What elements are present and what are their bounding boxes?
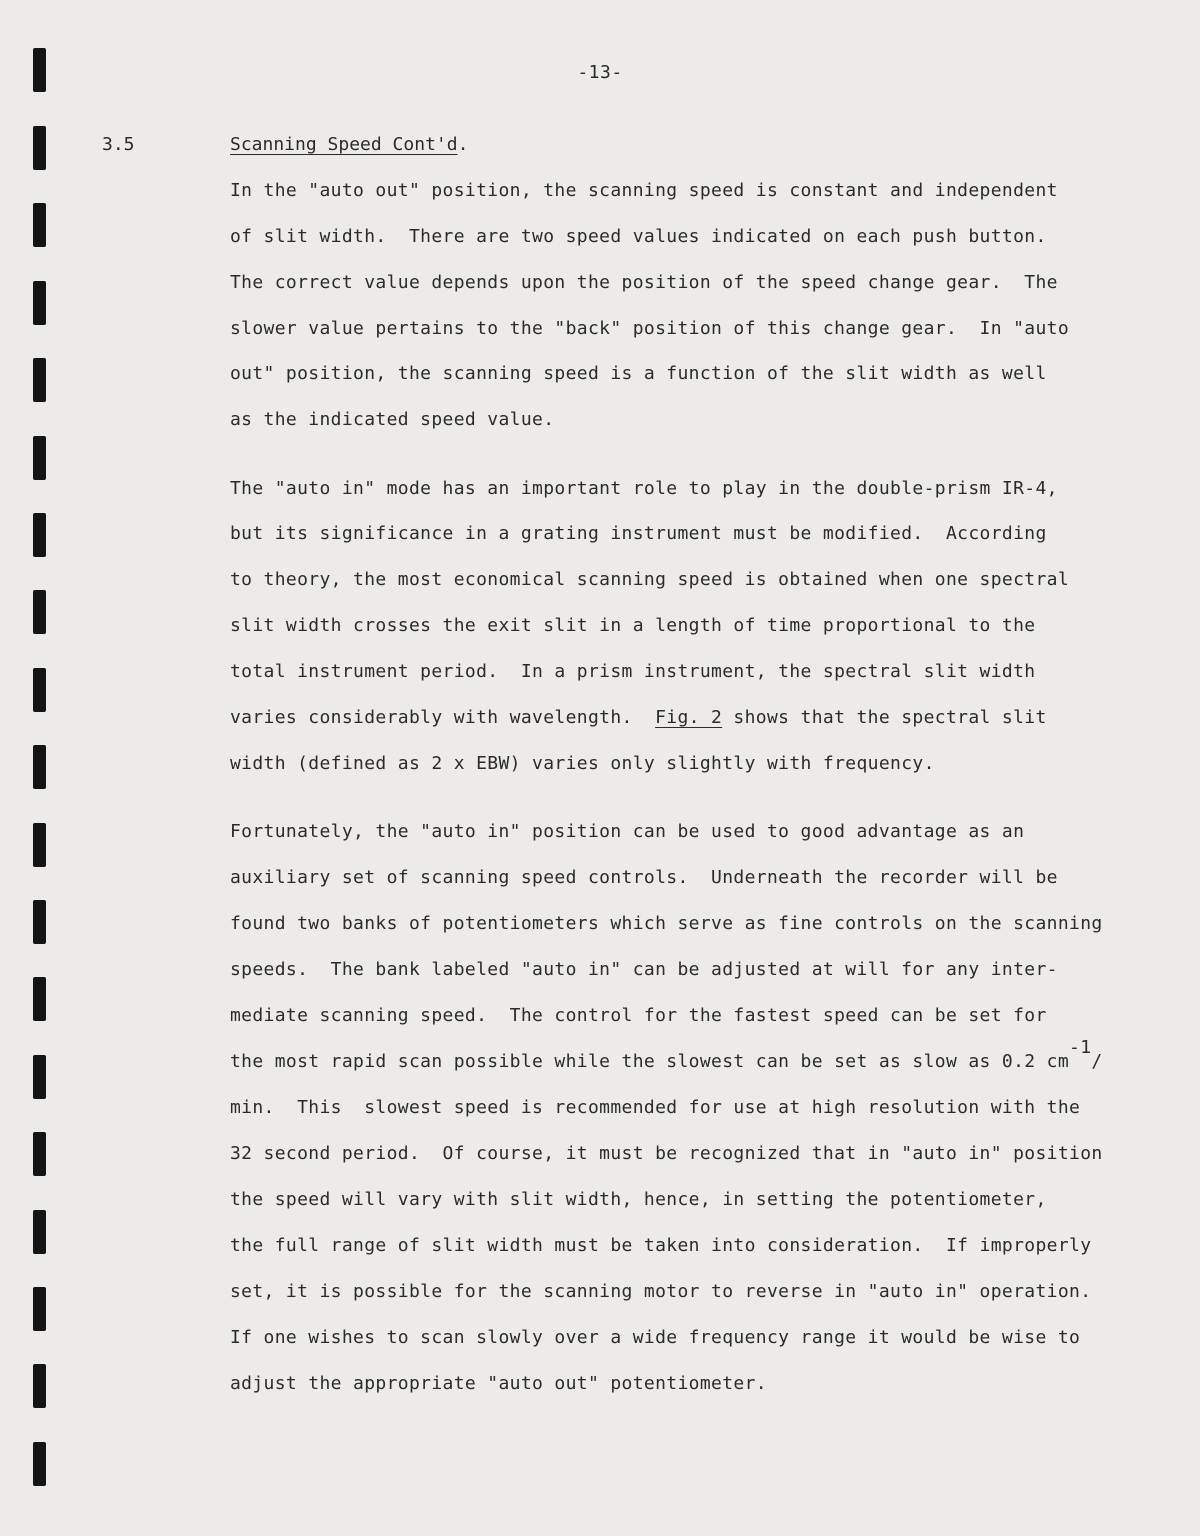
paragraph-line: mediate scanning speed. The control for the fastest speed can be set for [230, 1005, 1047, 1026]
section-number: 3.5 [102, 134, 135, 155]
paragraph-line: to theory, the most economical scanning speed is obtained when one spectral [230, 569, 1070, 590]
paragraph-line: but its significance in a grating instrument must be modified. According [230, 523, 1047, 544]
paragraph-line: auxiliary set of scanning speed controls. Underneath the recorder will be [230, 867, 1058, 888]
binder-hole [33, 745, 46, 789]
binder-hole [33, 900, 46, 944]
paragraph-line: The "auto in" mode has an important role to play in the double-prism IR-4, [230, 478, 1058, 499]
section-heading-text: Scanning Speed Cont'd [230, 134, 458, 155]
section-heading-period: . [457, 134, 469, 155]
paragraph-line: speeds. The bank labeled "auto in" can be adjusted at will for any inter- [230, 959, 1058, 980]
binder-hole [33, 1210, 46, 1254]
binder-hole [33, 1132, 46, 1176]
binder-hole [33, 1442, 46, 1486]
paragraph-line: as the indicated speed value. [230, 409, 555, 430]
paragraph-line: min. This slowest speed is recommended for use at high resolution with the [230, 1097, 1081, 1118]
superscript: -1 [1069, 1037, 1092, 1058]
paragraph-line: The correct value depends upon the position of the speed change gear. The [230, 272, 1058, 293]
paragraph-line: the full range of slit width must be taken into consideration. If improperly [230, 1235, 1092, 1256]
paragraph-line: found two banks of potentiometers which serve as fine controls on the scanning [230, 913, 1103, 934]
page-number: -13- [577, 62, 623, 83]
binder-hole [33, 203, 46, 247]
binder-hole [33, 823, 46, 867]
paragraph-line: width (defined as 2 x EBW) varies only slightly with frequency. [230, 753, 935, 774]
figure-reference: Fig. 2 [655, 707, 723, 728]
binder-hole [33, 1364, 46, 1408]
paragraph-line: 32 second period. Of course, it must be recognized that in "auto in" position [230, 1143, 1103, 1164]
binder-hole [33, 668, 46, 712]
paragraph-line: of slit width. There are two speed values indicated on each push button. [230, 226, 1047, 247]
binder-hole [33, 281, 46, 325]
binder-hole [33, 126, 46, 170]
paragraph-line [230, 1037, 1103, 1072]
paragraph-text: the most rapid scan possible while the slowest can be set as slow as 0.2 cm [230, 1051, 1070, 1072]
paragraph-text: varies considerably with wavelength. [230, 707, 656, 728]
paragraph-text: shows that the spectral slit [722, 707, 1047, 728]
binder-hole [33, 977, 46, 1021]
paragraph-line: the speed will vary with slit width, hence, in setting the potentiometer, [230, 1189, 1047, 1210]
paragraph-line: Fortunately, the "auto in" position can be used to good advantage as an [230, 821, 1025, 842]
paragraph-line: adjust the appropriate "auto out" potentiometer. [230, 1373, 767, 1394]
paragraph-line: total instrument period. In a prism instrument, the spectral slit width [230, 661, 1036, 682]
paragraph-line: set, it is possible for the scanning motor to reverse in "auto in" operation. [230, 1281, 1092, 1302]
binder-hole [33, 358, 46, 402]
binder-hole [33, 513, 46, 557]
paragraph-line: slit width crosses the exit slit in a length of time proportional to the [230, 615, 1036, 636]
paragraph-text: / [1091, 1051, 1103, 1072]
paragraph-line: If one wishes to scan slowly over a wide frequency range it would be wise to [230, 1327, 1081, 1348]
binder-hole [33, 436, 46, 480]
section-heading [230, 134, 468, 155]
binder-hole [33, 590, 46, 634]
binder-hole [33, 1055, 46, 1099]
paragraph-line [230, 707, 1047, 728]
paragraph-line: out" position, the scanning speed is a function of the slit width as well [230, 363, 1047, 384]
paragraph-line: slower value pertains to the "back" position of this change gear. In "auto [230, 318, 1070, 339]
binder-hole [33, 1287, 46, 1331]
paragraph-line: In the "auto out" position, the scanning speed is constant and independent [230, 180, 1058, 201]
